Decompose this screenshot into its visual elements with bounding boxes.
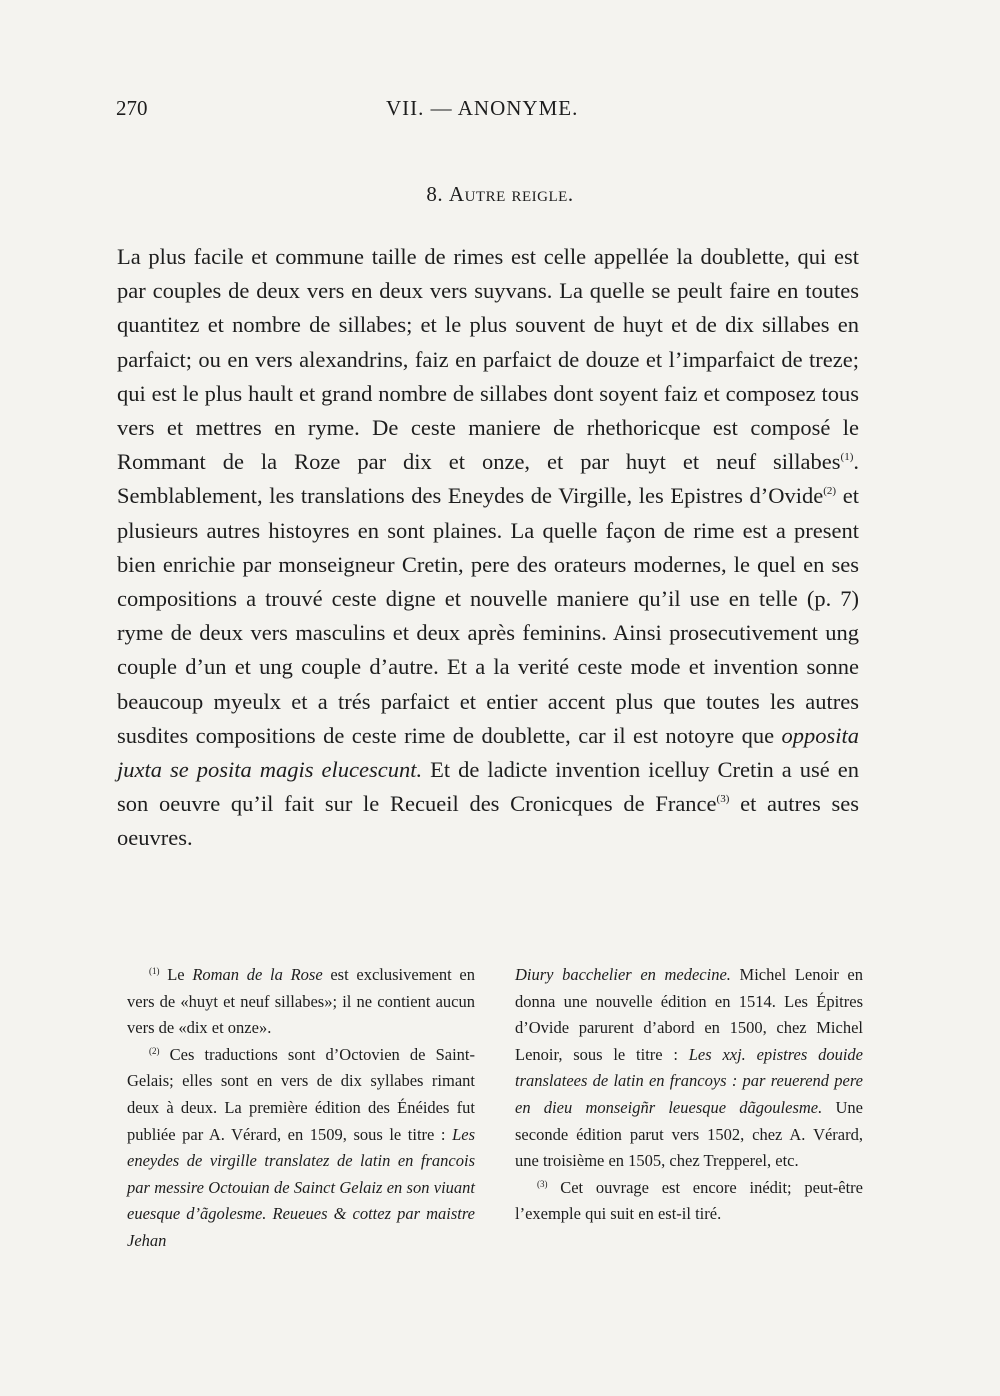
footnote-mark: (2): [149, 1045, 160, 1056]
footnotes-left-column: [127, 962, 475, 1255]
text-run: et plusieurs autres histoyres en sont plaines. La quelle façon de rime est a present bien enrichie par monseigneur Cretin, pere des orateurs modernes, le quel en ses compositions a trouvé ceste digne et nouvelle maniere qu’il use en telle (p. 7) ryme de deux vers masculins et deux après feminins. Ainsi prosecutivement ung couple d’un et ung couple d’autre. Et a la verité ceste mode et invention sonne beaucoup myeulx et a trés parfaict et entier accent plus que toutes les autres susdites compositions de ceste rime de doublette, car il est notoyre que: [117, 483, 859, 748]
text-run: . Semblablement, les translations des Eneydes de Virgille, les Epistres d’Ovide: [117, 449, 859, 509]
footnote-ref-1: (1): [840, 451, 854, 464]
page-number: 270: [116, 96, 148, 120]
latin-quote: opposita juxta se posita magis elucescunt.: [117, 722, 859, 783]
footnote-italic: Diury bacchelier en medecine.: [515, 965, 731, 984]
paragraph: [117, 240, 859, 856]
text-run: Et de ladicte invention icelluy Cretin a usé en son oeuvre qu’il fait sur le Recueil des Cronicques de France: [117, 757, 859, 817]
footnotes: [127, 962, 863, 1255]
footnotes-right-column: [515, 962, 863, 1255]
section-title-text: Autre reigle.: [448, 182, 574, 206]
footnote-2: [127, 1042, 475, 1255]
section-title: [0, 182, 1000, 207]
section-number: 8.: [426, 182, 444, 206]
footnote-mark: (1): [149, 966, 160, 976]
main-text: [117, 240, 859, 856]
footnote-italic: Roman de la Rose: [192, 965, 323, 984]
footnote-text: Ces traductions sont d’Octovien de Saint-Gelais; elles sont en vers de dix syllabes rimant deux à deux. La première édition des Énéides fut publiée par A. Vérard, en 1509, sous le titre :: [127, 1044, 475, 1144]
running-head: VII. — ANONYME.: [386, 96, 579, 120]
footnote-text: Le: [159, 965, 193, 984]
page-header: [116, 96, 856, 130]
footnote-2-continued: [515, 962, 863, 1175]
text-run: La plus facile et commune taille de rimes est celle appellée la doublette, qui est par couples de deux vers en deux vers suyvans. La quelle se peult faire en toutes quantitez et nombre de sillabes; et le plus souvent de huyt et de dix sillabes en parfaict; ou en vers alexandrins, faiz en parfaict de douze et l’imparfaict de treze; qui est le plus hault et grand nombre de sillabes dont soyent faiz et composez tous vers et mettres en ryme. De ceste maniere de rhethoricque est composé le Rommant de la Roze par dix et onze, et par huyt et neuf sillabes: [117, 244, 859, 475]
footnote-text: Une seconde édition parut vers 1502, chez A. Vérard, une troisième en 1505, chez Trepperel, etc.: [515, 1097, 863, 1171]
footnote-mark: (3): [537, 1178, 548, 1189]
footnote-3: [515, 1175, 863, 1228]
footnote-text: Cet ouvrage est encore inédit; peut-être l’exemple qui suit en est-il tiré.: [515, 1177, 863, 1224]
footnote-ref-3: (3): [716, 793, 730, 806]
footnote-italic: Les eneydes de virgille translatez de latin en francois par messire Octouian de Sainct Gelaiz en son viuant euesque d’ãgolesme. Reueues & cottez par maistre Jehan: [127, 1124, 475, 1250]
footnote-1: [127, 962, 475, 1042]
footnote-text: Michel Lenoir en donna une nouvelle édition en 1514. Les Épitres d’Ovide parurent d’abord en 1500, chez Michel Lenoir, sous le titre :: [515, 965, 864, 1064]
footnote-italic: Les xxj. epistres douide translatees de latin en francoys : par reuerend pere en dieu monseigñr leuesque dãgoulesme.: [515, 1044, 863, 1117]
footnote-text: est exclusivement en vers de «huyt et neuf sillabes»; il ne contient aucun vers de «dix et onze».: [127, 965, 475, 1038]
text-run: et autres ses oeuvres.: [117, 791, 859, 851]
footnote-ref-2: (2): [823, 485, 837, 498]
